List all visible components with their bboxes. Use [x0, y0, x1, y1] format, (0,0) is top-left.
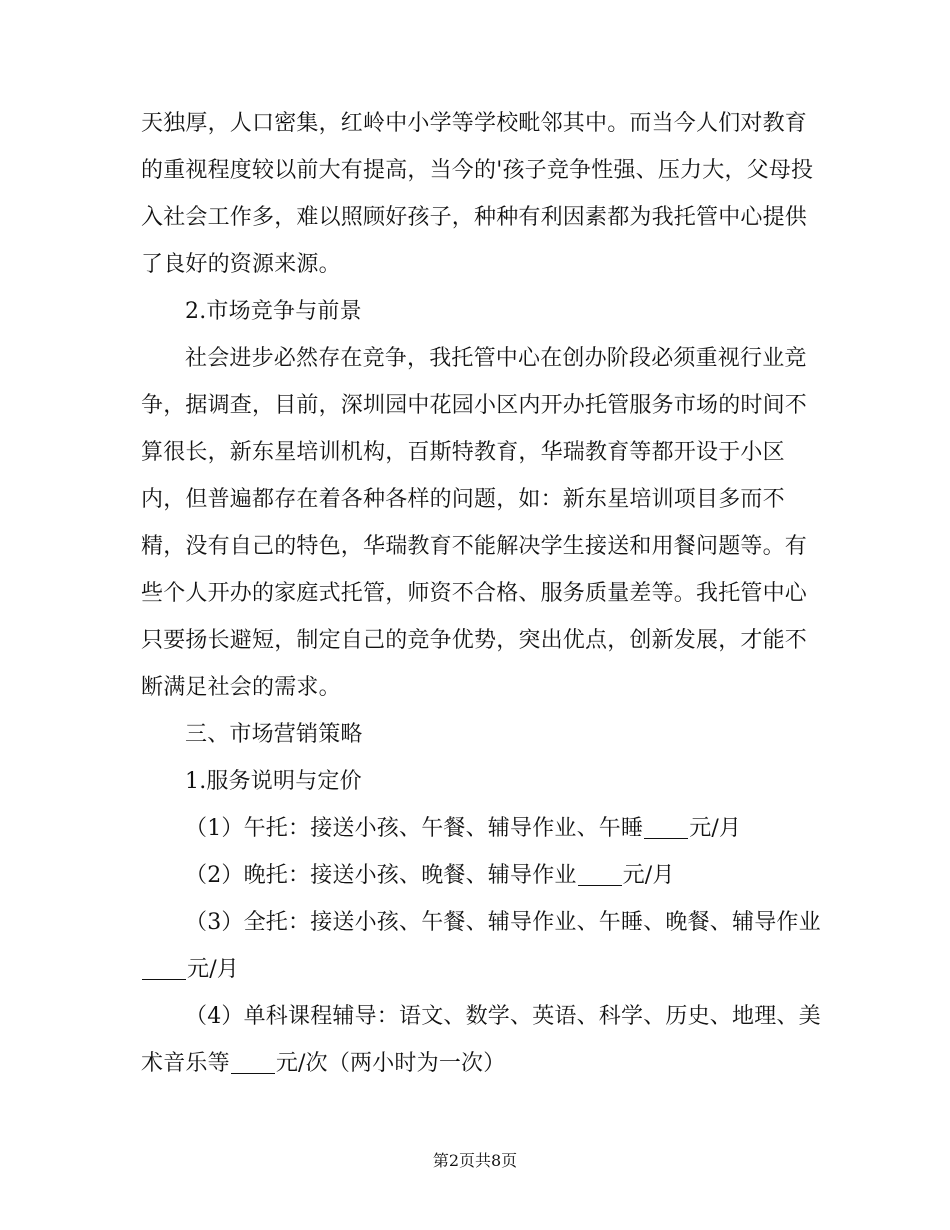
- paragraph-line: 天独厚，人口密集，红岭中小学等学校毗邻其中。而当今人们对教育: [141, 111, 808, 136]
- pricing-item: （3）全托：接送小孩、午餐、辅导作业、午睡、晚餐、辅导作业: [185, 910, 821, 935]
- pricing-item-text: （1）午托：接送小孩、午餐、辅导作业、午睡: [185, 816, 644, 841]
- paragraph-line: 断满足社会的需求。: [141, 675, 341, 700]
- paragraph-line: 争，据调查，目前，深圳园中花园小区内开办托管服务市场的时间不: [141, 393, 808, 418]
- paragraph-line: 精，没有自己的特色，华瑞教育不能解决学生接送和用餐问题等。有: [141, 534, 808, 559]
- pricing-item: （4）单科课程辅导：语文、数学、英语、科学、历史、地理、美: [185, 1004, 821, 1029]
- pricing-item-unit: 元/月: [689, 816, 742, 841]
- paragraph-line: 算很长，新东星培训机构，百斯特教育，华瑞教育等都开设于小区: [141, 440, 785, 465]
- pricing-item-unit: 元/次（两小时为一次）: [275, 1051, 506, 1076]
- page-body: [141, 100, 821, 1087]
- paragraph-line: 些个人开办的家庭式托管，师资不合格、服务质量差等。我托管中心: [141, 581, 808, 606]
- price-blank: [142, 978, 186, 980]
- page-footer: [0, 1150, 950, 1172]
- paragraph-line: 的重视程度较以前大有提高，当今的'孩子竞争性强、压力大，父母投: [141, 158, 814, 183]
- pricing-item: [141, 852, 807, 899]
- paragraph-line: 社会进步必然存在竞争，我托管中心在创办阶段必须重视行业竞: [185, 346, 807, 371]
- subsection-heading: 1.服务说明与定价: [185, 769, 362, 794]
- pricing-item-continuation: [141, 1040, 807, 1087]
- paragraph-line: 入社会工作多，难以照顾好孩子，种种有利因素都为我托管中心提供: [141, 205, 808, 230]
- section-heading: 三、市场营销策略: [185, 722, 363, 747]
- price-blank: [578, 884, 622, 886]
- pricing-item: [141, 805, 807, 852]
- pricing-item-text: （2）晚托：接送小孩、晚餐、辅导作业: [185, 863, 577, 888]
- paragraph-line: 只要扬长避短，制定自己的竞争优势，突出优点，创新发展，才能不: [141, 628, 808, 653]
- price-blank: [231, 1072, 275, 1074]
- paragraph-line: 了良好的资源来源。: [141, 252, 341, 277]
- pricing-item-unit: 元/月: [187, 957, 240, 982]
- paragraph-line: 内，但普遍都存在着各种各样的问题，如：新东星培训项目多而不: [141, 487, 785, 512]
- pricing-item-text: 术音乐等: [141, 1051, 230, 1076]
- page-number: 第2页共8页: [432, 1151, 518, 1170]
- section-heading: 2.市场竞争与前景: [185, 299, 362, 324]
- pricing-item-unit: 元/月: [622, 863, 675, 888]
- pricing-item-continuation: [141, 946, 807, 993]
- price-blank: [644, 837, 688, 839]
